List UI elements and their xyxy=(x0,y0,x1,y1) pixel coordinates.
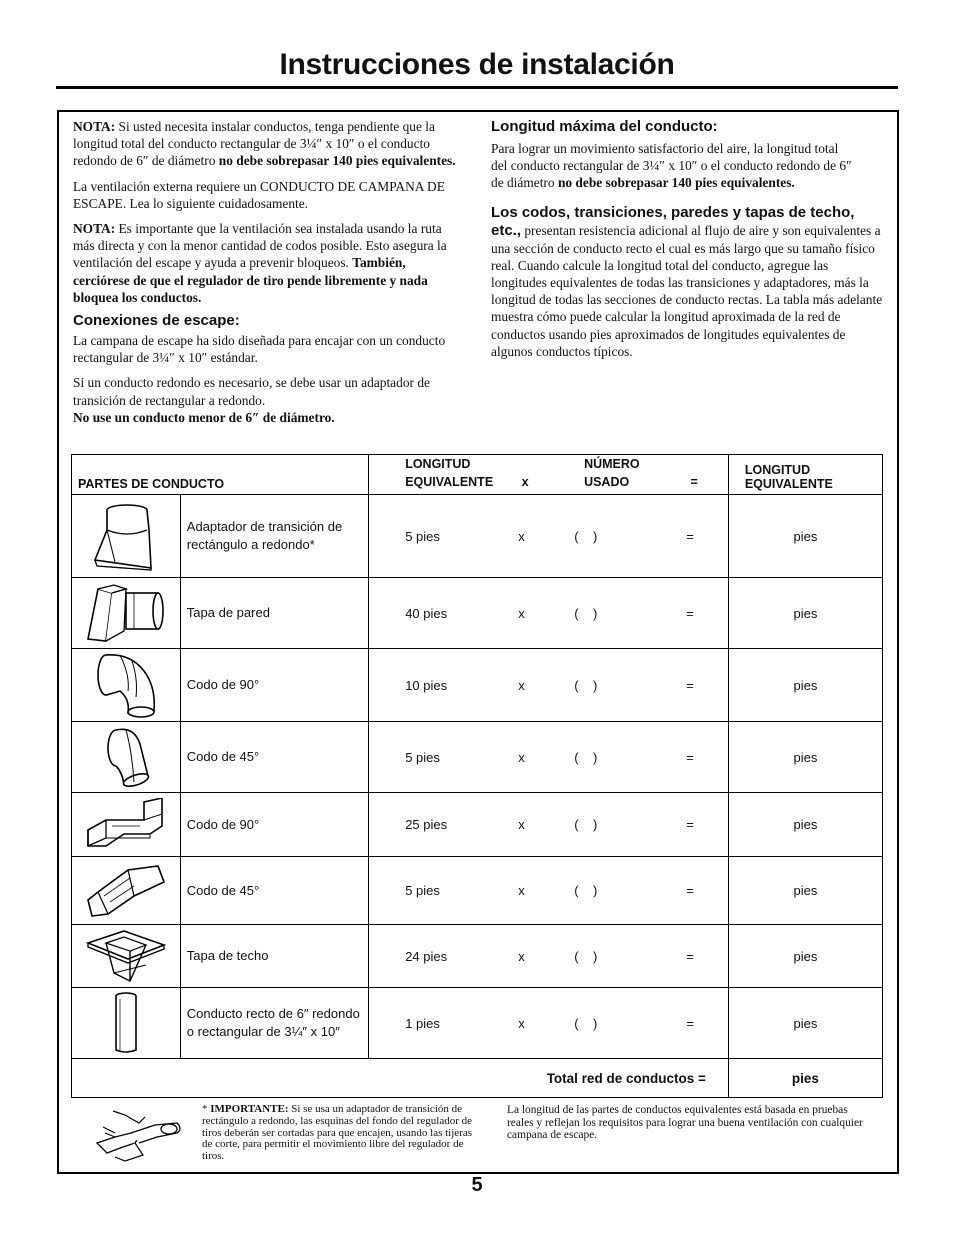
equiv-length: 5 pies xyxy=(405,749,440,765)
duct-equivalent-table xyxy=(71,454,883,1098)
table-row xyxy=(72,495,883,578)
part-image-cell xyxy=(72,988,181,1059)
header-number xyxy=(584,455,684,491)
part-image-cell xyxy=(72,649,181,722)
table-header-row xyxy=(72,455,883,495)
table-row xyxy=(72,925,883,988)
header-length-line1: LONGITUD xyxy=(405,457,471,471)
part-image-cell xyxy=(72,722,181,793)
table-row xyxy=(72,793,883,857)
header-parts-label: PARTES DE CONDUCTO xyxy=(78,477,225,491)
multiply-sign: x xyxy=(518,749,525,765)
part-description: Conducto recto de 6″ redondo o rectangular de 3¼″ x 10″ xyxy=(180,988,368,1059)
part-description: Codo de 90° xyxy=(180,649,368,722)
header-number-line2: USADO xyxy=(584,475,630,489)
straight-duct-icon xyxy=(106,991,146,1055)
wall-cap-icon xyxy=(84,581,168,645)
multiply-sign: x xyxy=(518,1015,525,1031)
part-description: Codo de 45° xyxy=(180,857,368,925)
footer-notes xyxy=(71,1101,883,1167)
transition-adapter-icon xyxy=(87,500,165,572)
calc-cell xyxy=(369,925,729,988)
count-blank: ( ) xyxy=(574,948,598,964)
conexiones-paragraph-1: La campana de escape ha sido diseñada para encajar con un conducto rectangular de 3¼″ x 10″ estándar. xyxy=(73,333,446,366)
part-image-cell xyxy=(72,578,181,649)
calc-cell xyxy=(369,793,729,857)
header-length xyxy=(405,455,515,491)
equivalence-note: La longitud de las partes de conductos equivalentes está basada en pruebas reales y reflejan los requisitos para lograr una buena ventilación con cualquier campana de escape. xyxy=(507,1104,863,1141)
nota-bold-text: no debe sobrepasar 140 pies equivalentes. xyxy=(218,153,456,169)
codos-paragraph xyxy=(491,204,883,360)
equals-sign: = xyxy=(686,749,694,765)
part-description: Codo de 90° xyxy=(180,793,368,857)
calc-cell xyxy=(369,722,729,793)
equals-sign: = xyxy=(686,677,694,693)
nota-bold-text: También, cerciórese de que el regulador de tiro pende libremente y nada bloquea los conductos. xyxy=(73,255,428,305)
important-label: IMPORTANTE: xyxy=(210,1103,289,1115)
equiv-length: 25 pies xyxy=(405,817,448,832)
total-unit-cell xyxy=(728,1059,882,1098)
count-blank: ( ) xyxy=(574,883,598,898)
part-image-cell xyxy=(72,495,181,578)
part-description: Tapa de pared xyxy=(180,578,368,649)
total-label-cell xyxy=(72,1059,729,1098)
round-elbow-45-icon xyxy=(96,724,156,790)
equiv-length: 5 pies xyxy=(405,528,440,544)
asterisk: * xyxy=(202,1103,211,1115)
count-blank: ( ) xyxy=(574,528,598,544)
conexiones-heading: Conexiones de escape: xyxy=(73,312,240,330)
codos-text: presentan resistencia adicional al flujo de aire y son equivalentes a una sección de conducto recto el cual es más largo que su tamaño físico real. Cuando calcule la longitud total del conducto, agregue las longitudes equivalentes de todas las transiciones y adaptadores, más la longitud de todas las secciones de conducto rectas. La tabla más adelante muestra cómo puede calcular la longitud aproximada de la red de conductos usando pies aproximados de longitudes equivalentes de algunos conductos típicos. xyxy=(491,222,883,359)
equiv-length: 24 pies xyxy=(405,948,448,964)
equals-sign: = xyxy=(686,528,694,544)
total-unit: pies xyxy=(791,1070,819,1086)
total-row xyxy=(72,1059,883,1098)
header-number-line1: NÚMERO xyxy=(584,457,640,471)
count-blank: ( ) xyxy=(574,749,598,765)
nota-route xyxy=(73,220,465,306)
vent-paragraph: La ventilación externa requiere un CONDUCTO DE CAMPANA DE ESCAPE. Lea lo siguiente cuidadosamente. xyxy=(73,178,445,211)
equals-sign: = xyxy=(686,817,694,832)
part-description: Codo de 45° xyxy=(180,722,368,793)
header-equals: = xyxy=(690,475,698,489)
header-calc xyxy=(369,455,729,495)
title-rule xyxy=(56,86,898,89)
header-parts xyxy=(72,455,369,495)
calc-cell xyxy=(369,495,729,578)
equals-sign: = xyxy=(686,883,694,898)
nota-text: Si usted necesita instalar conductos, tenga pendiente que la longitud total del conducto rectangular de 3¼″ x 10″ o el conducto redondo de 6″ de diámetro xyxy=(73,119,435,169)
result-cell: pies xyxy=(728,722,882,793)
nota-label: NOTA: xyxy=(73,119,116,134)
part-image-cell xyxy=(72,925,181,988)
count-blank: ( ) xyxy=(574,1015,598,1031)
table-row xyxy=(72,649,883,722)
part-description: Tapa de techo xyxy=(180,925,368,988)
table-row xyxy=(72,857,883,925)
table-row xyxy=(72,722,883,793)
equiv-length: 1 pies xyxy=(405,1015,440,1031)
equiv-length: 10 pies xyxy=(405,677,448,693)
conexiones-text: Si un conducto redondo es necesario, se debe usar un adaptador de transición de rectangular a redondo. xyxy=(73,375,430,408)
equals-sign: = xyxy=(686,948,694,964)
longitud-heading: Longitud máxima del conducto: xyxy=(491,118,718,135)
part-description: Adaptador de transición de rectángulo a redondo* xyxy=(180,495,368,578)
multiply-sign: x xyxy=(518,948,525,964)
round-elbow-90-icon xyxy=(90,651,162,719)
table-row xyxy=(72,988,883,1059)
total-label: Total red de conductos = xyxy=(546,1070,706,1086)
result-cell: pies xyxy=(728,649,882,722)
header-length-line2: EQUIVALENTE xyxy=(405,475,494,489)
calc-cell xyxy=(369,649,729,722)
header-result xyxy=(728,455,882,495)
multiply-sign: x xyxy=(518,883,525,898)
equals-sign: = xyxy=(686,605,694,621)
header-x: x xyxy=(521,475,529,489)
nota-text: Es importante que la ventilación sea instalada usando la ruta más directa y con la menor cantidad de codos posible. Esto asegura la ventilación del escape y ayuda a prevenir bloqueos. xyxy=(73,221,447,271)
result-cell: pies xyxy=(728,857,882,925)
part-image-cell xyxy=(72,793,181,857)
multiply-sign: x xyxy=(518,605,525,621)
result-cell: pies xyxy=(728,793,882,857)
count-blank: ( ) xyxy=(574,817,598,832)
calc-cell xyxy=(369,988,729,1059)
left-column xyxy=(73,118,465,426)
roof-cap-icon xyxy=(84,929,168,983)
multiply-sign: x xyxy=(518,528,525,544)
right-column xyxy=(491,118,883,368)
conexiones-paragraph-2 xyxy=(73,374,465,426)
important-text: Si se usa un adaptador de transición de rectángulo a redondo, las esquinas del fondo del regulador de tiros deberán ser cortadas para que encajen, usando las tijeras de corte, para permitir el movimiento libre del regulador de tiros. xyxy=(202,1103,473,1163)
important-note xyxy=(202,1104,482,1163)
equals-sign: = xyxy=(686,1015,694,1031)
page-number: 5 xyxy=(471,1174,483,1196)
equiv-length: 40 pies xyxy=(405,605,448,621)
rect-elbow-90-icon xyxy=(84,798,168,852)
page-title: Instrucciones de instalación xyxy=(279,48,675,81)
calc-cell xyxy=(369,578,729,649)
multiply-sign: x xyxy=(518,817,525,832)
table-row xyxy=(72,578,883,649)
snips-cutting-icon xyxy=(95,1103,185,1165)
result-cell: pies xyxy=(728,925,882,988)
nota-label: NOTA: xyxy=(73,221,116,237)
multiply-sign: x xyxy=(518,677,525,693)
conexiones-warning: No use un conducto menor de 6″ de diámetro. xyxy=(73,409,335,425)
longitud-bold-text: no debe sobrepasar 140 pies equivalentes. xyxy=(557,175,795,191)
header-result-line1: LONGITUD xyxy=(744,463,811,477)
equiv-length: 5 pies xyxy=(405,883,440,898)
rect-elbow-45-icon xyxy=(84,862,168,920)
longitud-paragraph xyxy=(491,140,883,192)
result-cell: pies xyxy=(728,578,882,649)
count-blank: ( ) xyxy=(574,677,598,693)
nota-duct-length xyxy=(73,118,465,170)
result-cell: pies xyxy=(728,495,882,578)
part-image-cell xyxy=(72,857,181,925)
result-cell: pies xyxy=(728,988,882,1059)
count-blank: ( ) xyxy=(574,605,598,621)
calc-cell xyxy=(369,857,729,925)
longitud-text: Para lograr un movimiento satisfactorio del aire, la longitud total del conducto rectangular de 3¼″ x 10″ o el conducto redondo de 6″ de diámetro xyxy=(491,141,852,191)
codos-heading: Los codos, transiciones, paredes y tapas de techo, etc., xyxy=(491,203,855,239)
header-result-line2: EQUIVALENTE xyxy=(744,477,833,491)
